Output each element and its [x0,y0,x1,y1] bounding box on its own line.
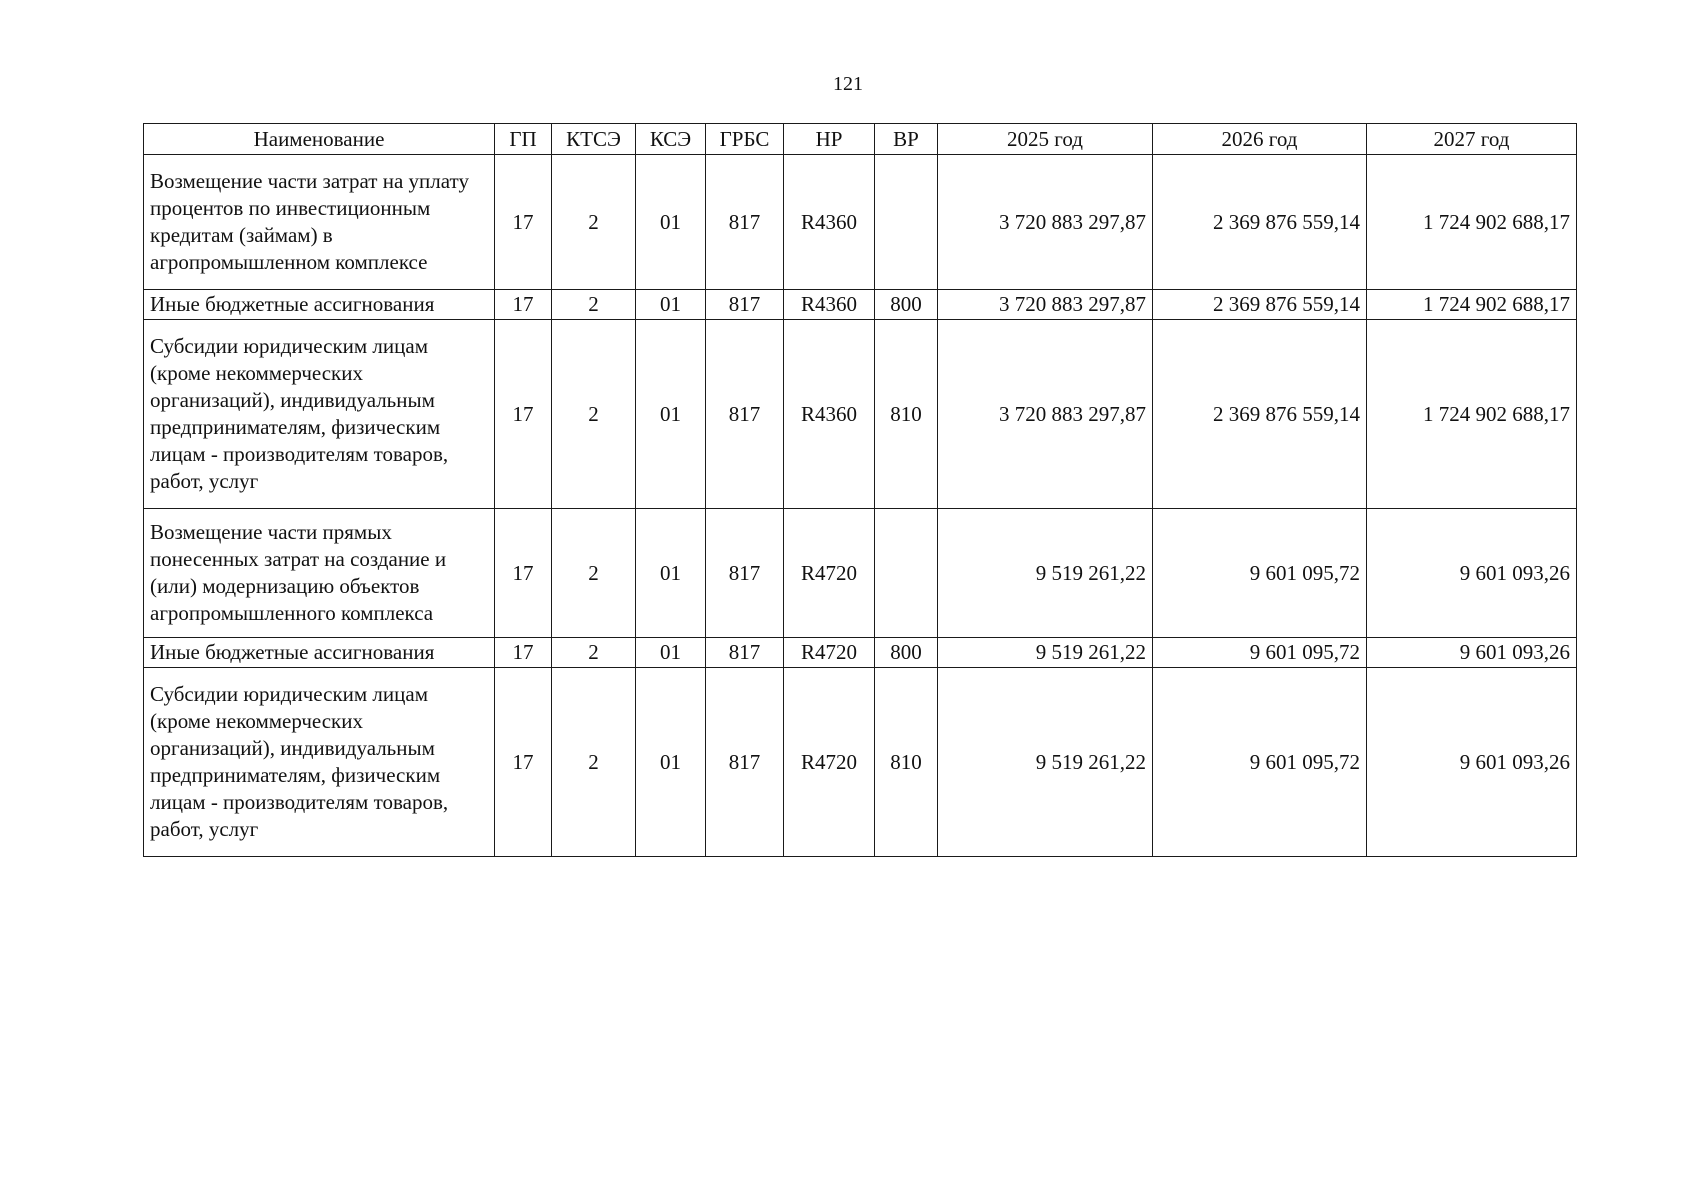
page-number: 121 [833,73,863,95]
row-name: Субсидии юридическим лицам (кроме некоммерческих организаций), индивидуальным предпринимателям, физическим лицам - производителям товаров, работ, услуг [144,668,495,857]
header-gp: ГП [495,124,552,155]
cell-2026: 2 369 876 559,14 [1153,290,1367,320]
cell-gp: 17 [495,668,552,857]
header-name: Наименование [144,124,495,155]
cell-kse: 01 [636,509,706,638]
cell-2026: 2 369 876 559,14 [1153,155,1367,290]
cell-kse: 01 [636,290,706,320]
cell-nr: R4720 [784,509,875,638]
cell-ktse: 2 [552,509,636,638]
cell-grbs: 817 [706,290,784,320]
header-grbs: ГРБС [706,124,784,155]
budget-table [143,123,1577,857]
header-ktse: КТСЭ [552,124,636,155]
cell-grbs: 817 [706,155,784,290]
cell-vr: 810 [875,320,938,509]
cell-2026: 9 601 095,72 [1153,638,1367,668]
cell-gp: 17 [495,509,552,638]
cell-kse: 01 [636,668,706,857]
row-name: Возмещение части прямых понесенных затрат на создание и (или) модернизацию объектов агропромышленного комплекса [144,509,495,638]
cell-2025: 3 720 883 297,87 [938,320,1153,509]
cell-grbs: 817 [706,638,784,668]
cell-2025: 9 519 261,22 [938,509,1153,638]
cell-ktse: 2 [552,638,636,668]
cell-gp: 17 [495,638,552,668]
cell-2025: 9 519 261,22 [938,638,1153,668]
cell-nr: R4360 [784,155,875,290]
table-row [144,638,1577,668]
cell-kse: 01 [636,155,706,290]
cell-vr: 810 [875,668,938,857]
cell-gp: 17 [495,155,552,290]
cell-2025: 3 720 883 297,87 [938,290,1153,320]
cell-2027: 9 601 093,26 [1367,509,1577,638]
cell-2025: 9 519 261,22 [938,668,1153,857]
cell-vr: 800 [875,638,938,668]
cell-nr: R4720 [784,638,875,668]
table-row [144,668,1577,857]
table-row [144,320,1577,509]
header-kse: КСЭ [636,124,706,155]
cell-2026: 2 369 876 559,14 [1153,320,1367,509]
cell-grbs: 817 [706,320,784,509]
row-name: Субсидии юридическим лицам (кроме некоммерческих организаций), индивидуальным предпринимателям, физическим лицам - производителям товаров, работ, услуг [144,320,495,509]
table-row [144,290,1577,320]
cell-grbs: 817 [706,668,784,857]
cell-2027: 1 724 902 688,17 [1367,320,1577,509]
header-row [144,124,1577,155]
cell-2027: 9 601 093,26 [1367,668,1577,857]
cell-2026: 9 601 095,72 [1153,509,1367,638]
cell-2027: 1 724 902 688,17 [1367,290,1577,320]
cell-vr: 800 [875,290,938,320]
header-2025: 2025 год [938,124,1153,155]
header-2026: 2026 год [1153,124,1367,155]
cell-2026: 9 601 095,72 [1153,668,1367,857]
cell-kse: 01 [636,638,706,668]
cell-vr [875,155,938,290]
header-vr: ВР [875,124,938,155]
table-row [144,155,1577,290]
header-2027: 2027 год [1367,124,1577,155]
table-row [144,509,1577,638]
row-name: Иные бюджетные ассигнования [144,290,495,320]
cell-nr: R4360 [784,320,875,509]
cell-gp: 17 [495,320,552,509]
cell-gp: 17 [495,290,552,320]
cell-nr: R4720 [784,668,875,857]
cell-kse: 01 [636,320,706,509]
cell-2027: 9 601 093,26 [1367,638,1577,668]
cell-nr: R4360 [784,290,875,320]
cell-ktse: 2 [552,155,636,290]
row-name: Возмещение части затрат на уплату процентов по инвестиционным кредитам (займам) в агропромышленном комплексе [144,155,495,290]
cell-2025: 3 720 883 297,87 [938,155,1153,290]
cell-grbs: 817 [706,509,784,638]
cell-vr [875,509,938,638]
header-nr: НР [784,124,875,155]
cell-2027: 1 724 902 688,17 [1367,155,1577,290]
cell-ktse: 2 [552,290,636,320]
row-name: Иные бюджетные ассигнования [144,638,495,668]
cell-ktse: 2 [552,668,636,857]
cell-ktse: 2 [552,320,636,509]
